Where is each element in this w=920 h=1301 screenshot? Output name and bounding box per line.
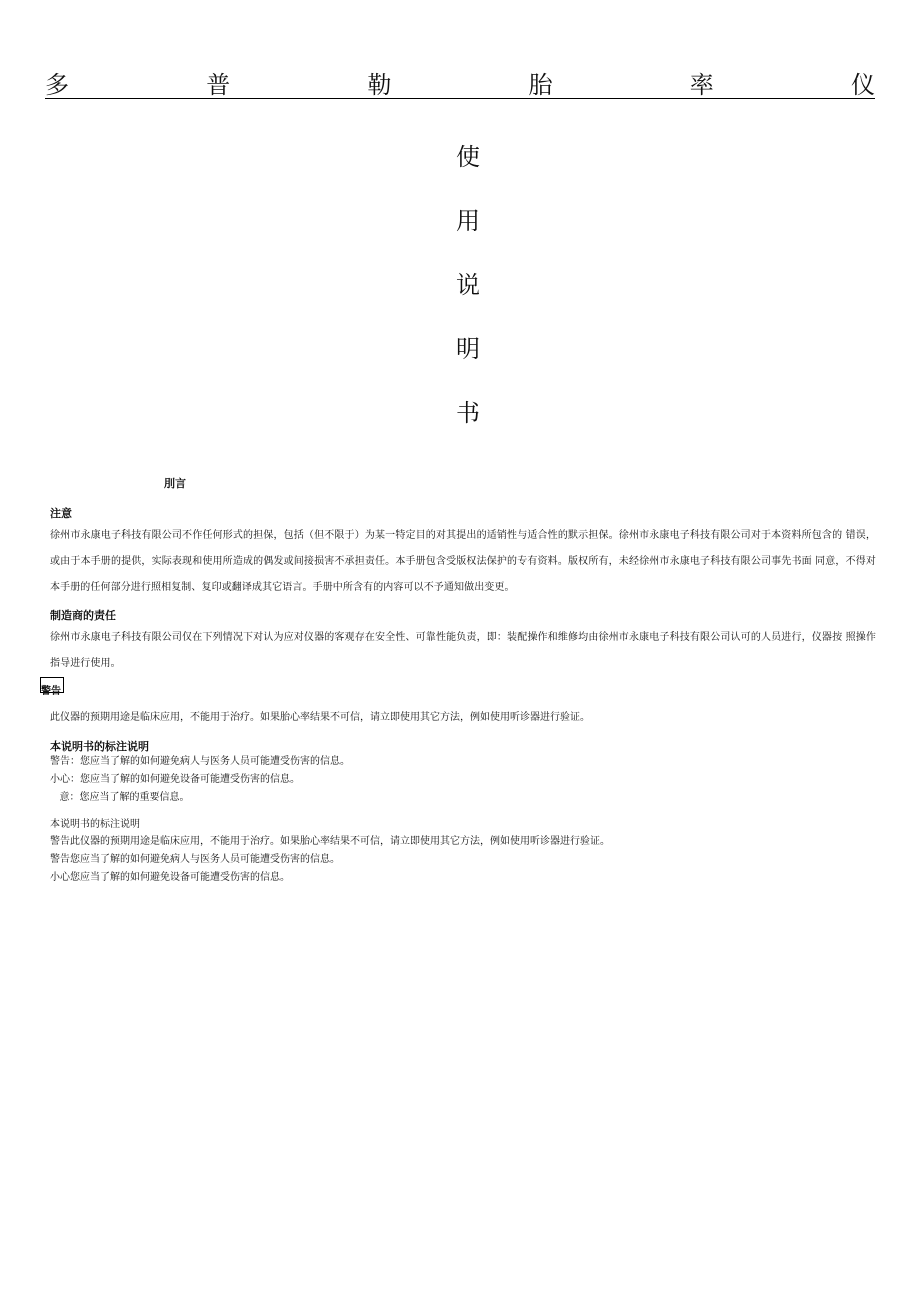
- responsibility-body: 徐州市永康电子科技有限公司仅在下列情况下对认为应对仪器的客观存在安全性、可靠性能负责，即：装配操作和维修均由徐州市永康电子科技有限公司认可的人员进行，仪器按 照操作指导进行使用。: [50, 632, 876, 669]
- subtitle-char: 书: [456, 399, 480, 427]
- subtitle-char: 明: [456, 335, 480, 363]
- title-char: 仪: [850, 71, 875, 99]
- subtitle-char: 使: [456, 143, 480, 171]
- title-char: 普: [206, 71, 231, 99]
- labels-line: 意：您应当了解的重要信息。: [50, 792, 190, 803]
- title-char: 胎: [528, 71, 553, 99]
- repeat-line: 警告您应当了解的如何避免病人与医务人员可能遭受伤害的信息。: [50, 854, 340, 865]
- document-subtitle: [445, 142, 491, 462]
- labels-heading: 本说明书的标注说明: [50, 740, 149, 753]
- preface-heading: 刖言: [164, 477, 186, 490]
- repeat-line: 本说明书的标注说明: [50, 819, 140, 830]
- subtitle-char: 说: [456, 271, 480, 299]
- title-char: 多: [45, 71, 69, 99]
- notice-body: 徐州市永康电子科技有限公司不作任何形式的担保，包括（但不限于）为某一特定目的对其提出的适销性与适合性的默示担保。徐州市永康电子科技有限公司对于本资料所包含的 错误，或由于本手册的提供，实际表现和使用所造成的偶发或间接损害不承担责任。本手册包含受版权法保护的专有资料。版权所有，未经徐州市永康电子科技有限公司事先书面 同意，不得对本手册的任何部分进行照相复制、复印或翻译成其它语言。手册中所含有的内容可以不予通知做出变更。: [50, 530, 876, 593]
- labels-line: 小心：您应当了解的如何避免设备可能遭受伤害的信息。: [50, 774, 300, 785]
- notice-heading: 注意: [50, 507, 72, 520]
- responsibility-heading: 制造商的责任: [50, 609, 116, 622]
- document-title: [45, 70, 875, 99]
- title-char: 率: [689, 71, 714, 99]
- warning-body: 此仪器的预期用途是临床应用，不能用于治疗。如果胎心率结果不可信，请立即使用其它方法，例如使用听诊器进行验证。: [50, 712, 590, 723]
- repeat-line: 小心您应当了解的如何避免设备可能遭受伤害的信息。: [50, 872, 290, 883]
- warning-label: 警告: [41, 686, 61, 697]
- labels-line: 警告：您应当了解的如何避免病人与医务人员可能遭受伤害的信息。: [50, 756, 350, 767]
- subtitle-char: 用: [456, 207, 480, 235]
- repeat-line: 警告此仪器的预期用途是临床应用，不能用于治疗。如果胎心率结果不可信，请立即使用其它方法，例如使用听诊器进行验证。: [50, 836, 610, 847]
- title-char: 勒: [367, 71, 392, 99]
